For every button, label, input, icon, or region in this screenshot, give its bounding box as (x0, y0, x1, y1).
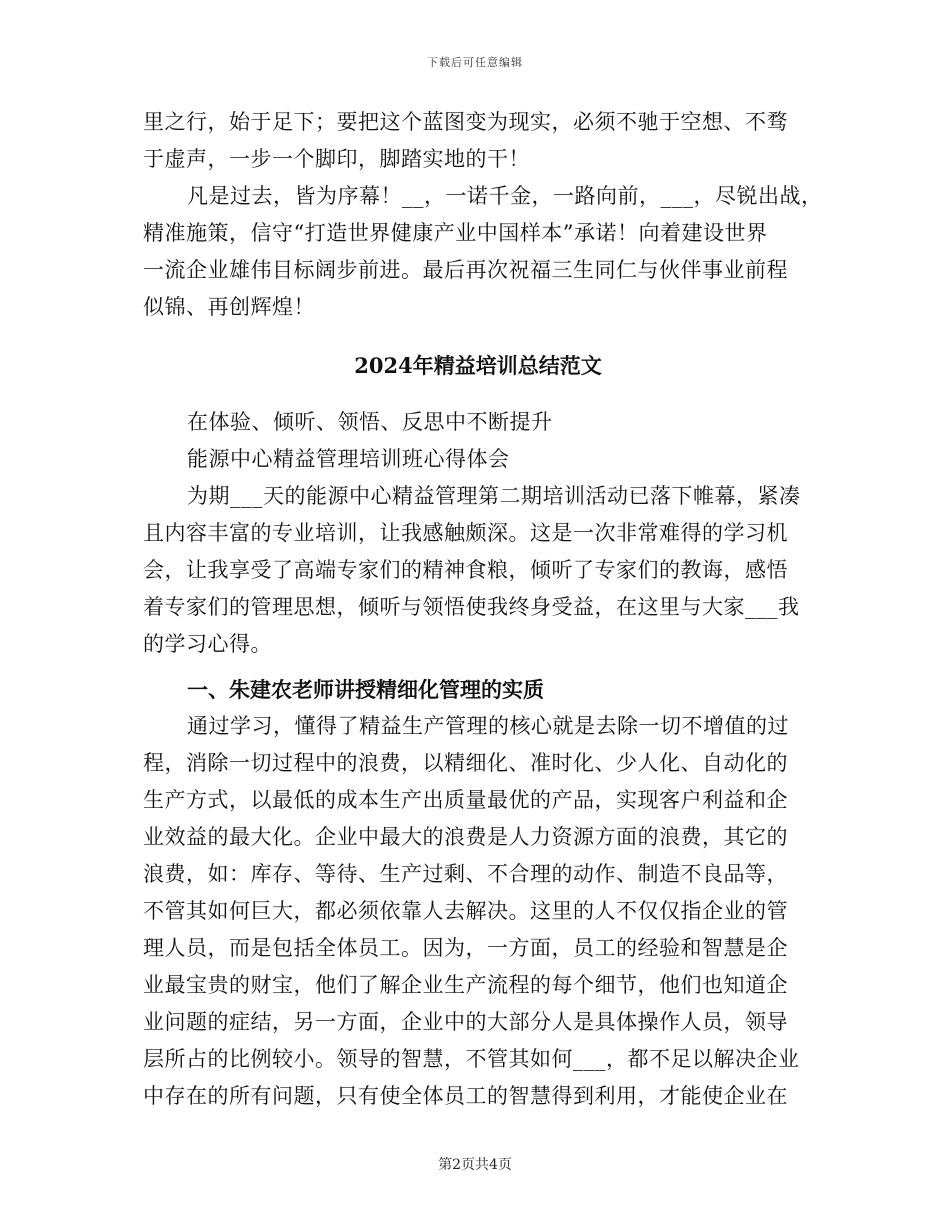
paragraph-line: 且内容丰富的专业培训，让我感触颇深。这是一次非常难得的学习机 (143, 521, 788, 545)
paragraph-line: 生产方式，以最低的成本生产出质量最优的产品，实现客户利益和企 (143, 788, 788, 812)
paragraph-line: 业问题的症结，另一方面，企业中的大部分人是具体操作人员，领导 (143, 1010, 788, 1034)
paragraph-line: 层所占的比例较小。领导的智慧，不管其如何___，都不足以解决企业 (143, 1047, 800, 1071)
paragraph-line: 精准施策，信守“打造世界健康产业中国样本”承诺！向着建设世界 (143, 221, 768, 245)
page-number-footer: 第2页共4页 (438, 1157, 512, 1173)
paragraph-line: 为期___天的能源中心精益管理第二期培训活动已落下帷幕，紧凑 (187, 484, 801, 508)
paragraph-line: 业最宝贵的财宝，他们了解企业生产流程的每个细节，他们也知道企 (143, 973, 788, 997)
paragraph-line: 似锦、再创辉煌！ (143, 295, 315, 319)
document-body (143, 104, 823, 1115)
article-subtitle: 能源中心精益管理培训班心得体会 (187, 447, 510, 471)
paragraph-line: 会，让我享受了高端专家们的精神食粮，倾听了专家们的教诲，感悟 (143, 558, 788, 582)
paragraph-line: 浪费，如：库存、等待、生产过剩、不合理的动作、制造不良品等， (143, 862, 788, 886)
paragraph-line: 的学习心得。 (143, 632, 272, 656)
paragraph-line: 凡是过去，皆为序幕！__，一诺千金，一路向前，___，尽锐出战， (187, 184, 823, 208)
paragraph-line: 程，消除一切过程中的浪费，以精细化、准时化、少人化、自动化的 (143, 751, 788, 775)
paragraph-line: 业效益的最大化。企业中最大的浪费是人力资源方面的浪费，其它的 (143, 825, 788, 849)
article-subtitle: 在体验、倾听、领悟、反思中不断提升 (187, 410, 553, 434)
page-header-note: 下载后可任意编辑 (427, 56, 523, 69)
paragraph-line: 一流企业雄伟目标阔步前进。最后再次祝福三生同仁与伙伴事业前程 (143, 258, 788, 282)
paragraph-line: 通过学习，懂得了精益生产管理的核心就是去除一切不增值的过 (187, 714, 789, 738)
paragraph-line: 于虚声，一步一个脚印，脚踏实地的干！ (143, 147, 530, 171)
paragraph-line: 中存在的所有问题，只有使全体员工的智慧得到利用，才能使企业在 (143, 1084, 788, 1108)
section-heading: 一、朱建农老师讲授精细化管理的实质 (187, 677, 544, 702)
article-title: 2024年精益培训总结范文 (354, 353, 602, 378)
paragraph-line: 里之行，始于足下；要把这个蓝图变为现实，必须不驰于空想、不骛 (143, 110, 788, 134)
paragraph-line: 着专家们的管理思想，倾听与领悟使我终身受益，在这里与大家___我 (143, 595, 800, 619)
paragraph-line: 理人员，而是包括全体员工。因为，一方面，员工的经验和智慧是企 (143, 936, 788, 960)
paragraph-line: 不管其如何巨大，都必须依靠人去解决。这里的人不仅仅指企业的管 (143, 899, 788, 923)
